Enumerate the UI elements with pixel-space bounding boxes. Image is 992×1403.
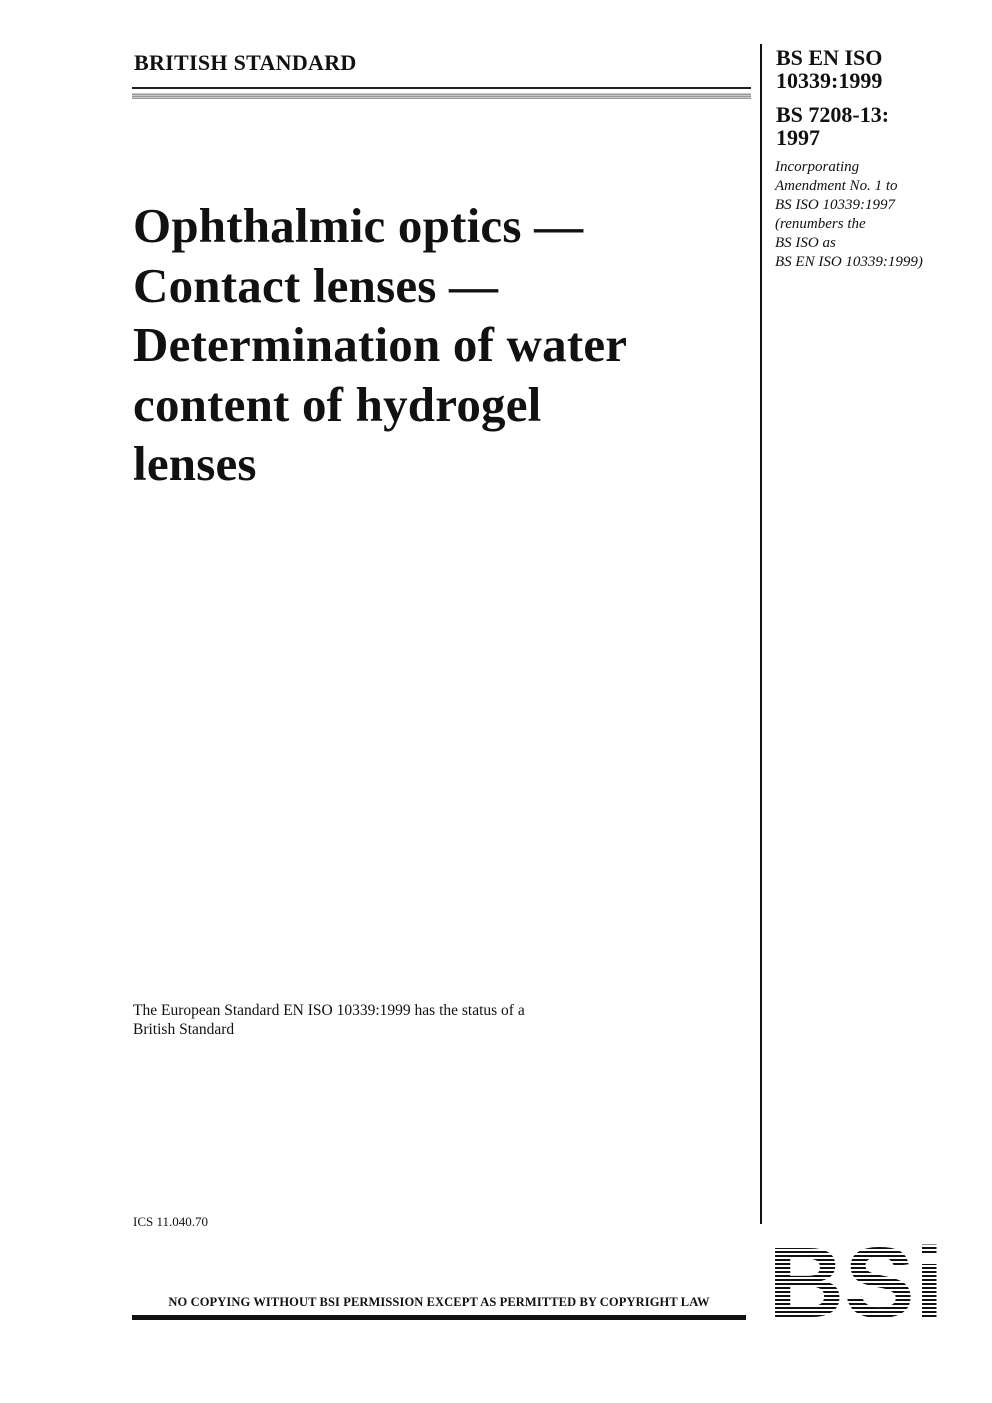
bsi-logo — [768, 1243, 946, 1321]
header-rule-shaded — [132, 93, 751, 99]
standard-number-secondary: BS 7208-13: 1997 — [776, 102, 890, 150]
column-divider — [760, 44, 762, 1224]
ics-code: ICS 11.040.70 — [133, 1214, 208, 1229]
header-rule — [132, 87, 751, 89]
footer-rule — [132, 1315, 746, 1320]
copyright-notice: NO COPYING WITHOUT BSI PERMISSION EXCEPT AS PERMITTED BY COPYRIGHT LAW — [168, 1295, 710, 1309]
status-statement: The European Standard EN ISO 10339:1999 has the status of a British Standard — [133, 1002, 525, 1038]
header-label: BRITISH STANDARD — [134, 50, 357, 75]
document-title: Ophthalmic optics — Contact lenses — Determination of water content of hydrogel lenses — [133, 198, 628, 491]
amendment-note: Incorporating Amendment No. 1 to BS ISO 10339:1997 (renumbers the BS ISO as BS EN ISO 10339:1999) — [775, 159, 923, 270]
standard-number-primary: BS EN ISO 10339:1999 — [776, 45, 883, 93]
